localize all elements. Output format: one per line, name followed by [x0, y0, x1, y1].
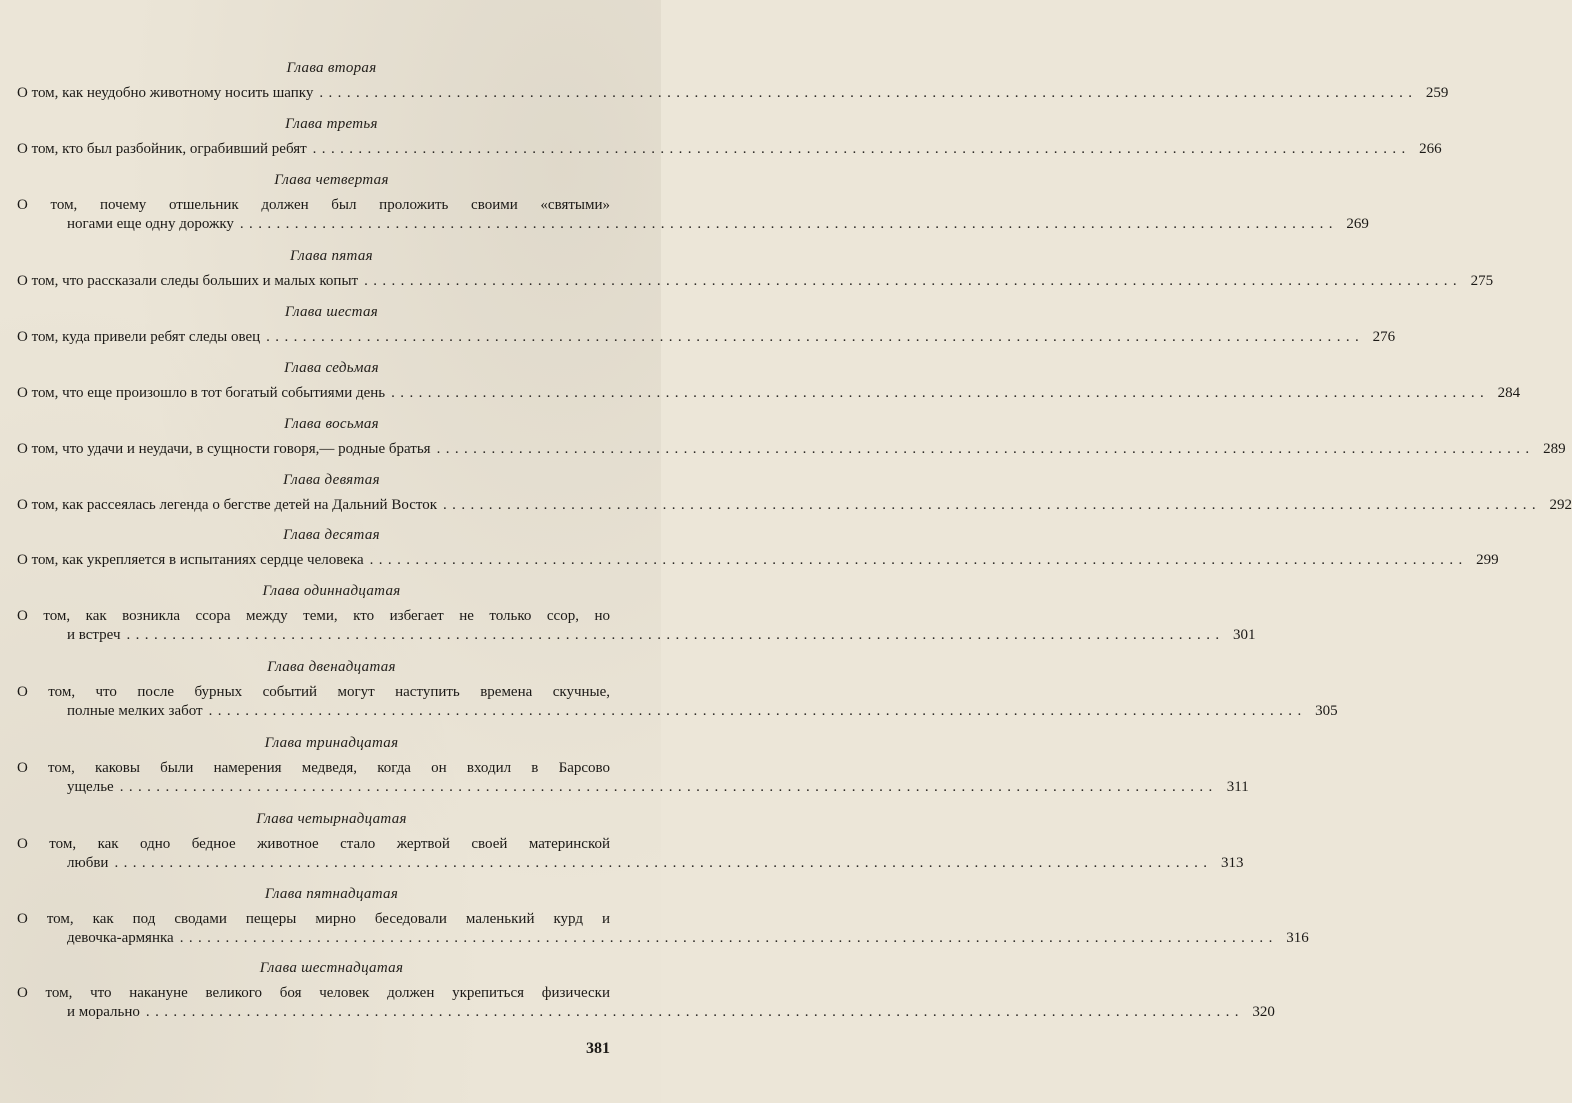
toc-chapter	[17, 884, 1309, 948]
entry-text: О том, как рассеялась легенда о бегстве детей на Дальний Восток	[17, 497, 438, 513]
entry-text: девочка-армянка	[67, 930, 174, 946]
chapter-heading: Глава тринадцатая	[264, 735, 399, 751]
dot-leader: ........................................................................................................................	[179, 930, 1278, 946]
entry-last-line	[17, 140, 1442, 159]
dot-leader: ........................................................................................................................	[391, 385, 1490, 401]
entry-text: О том, как одно бедное животное стало жертвой своей материнской	[17, 836, 610, 852]
entry-last-line	[17, 384, 1521, 403]
toc-entry	[17, 551, 1499, 570]
entry-text: ущелье	[67, 779, 114, 795]
entry-text: ногами еще одну дорожку	[67, 216, 234, 232]
entry-page-number: 311	[1226, 779, 1249, 795]
entry-line	[17, 683, 610, 702]
toc-entry	[17, 196, 1369, 234]
toc-entry	[17, 440, 1566, 459]
entry-text: О том, кто был разбойник, ограбивший ребят	[17, 141, 307, 157]
toc-chapter	[17, 470, 1572, 515]
toc-chapter	[17, 733, 1249, 797]
entry-text: О том, что после бурных событий могут наступить времена скучные,	[17, 684, 610, 700]
toc-entry	[17, 910, 1309, 948]
entry-page-number: 299	[1476, 552, 1499, 568]
entry-line	[17, 984, 610, 1003]
toc-entry	[17, 835, 1244, 873]
toc-entry	[17, 84, 1449, 103]
entry-text: любви	[67, 855, 109, 871]
entry-page-number: 259	[1425, 85, 1449, 101]
toc-chapter	[17, 657, 1338, 721]
entry-text: полные мелких забот	[67, 703, 203, 719]
dot-leader: ........................................................................................................................	[319, 85, 1418, 101]
entry-page-number: 316	[1286, 930, 1309, 946]
entry-text: О том, как под сводами пещеры мирно беседовали маленький курд и	[17, 911, 610, 927]
chapter-heading: Глава пятая	[290, 248, 373, 264]
toc-entry	[17, 328, 1396, 347]
toc-chapter	[17, 302, 1396, 347]
chapter-heading: Глава десятая	[283, 527, 380, 543]
table-of-contents	[17, 58, 1572, 1022]
toc-entry	[17, 683, 1338, 721]
dot-leader: ........................................................................................................................	[266, 329, 1365, 345]
dot-leader: ........................................................................................................................	[239, 216, 1338, 232]
entry-last-line	[17, 702, 1338, 721]
toc-chapter	[17, 58, 1449, 103]
toc-entry	[17, 759, 1249, 797]
chapter-heading: Глава пятнадцатая	[264, 886, 399, 902]
chapter-heading: Глава восьмая	[284, 416, 379, 432]
entry-text: и морально	[67, 1004, 140, 1020]
entry-last-line	[17, 215, 1369, 234]
page-number: 381	[586, 1040, 610, 1057]
entry-last-line	[17, 84, 1449, 103]
entry-page-number: 305	[1315, 703, 1338, 719]
entry-last-line	[17, 854, 1244, 873]
entry-text: О том, что накануне великого боя человек должен укрепиться физически	[17, 985, 610, 1001]
dot-leader: ........................................................................................................................	[443, 497, 1542, 513]
dot-leader: ........................................................................................................................	[436, 441, 1535, 457]
toc-chapter	[17, 809, 1244, 873]
entry-last-line	[17, 328, 1396, 347]
entry-page-number: 276	[1372, 329, 1396, 345]
dot-leader: ........................................................................................................................	[364, 273, 1463, 289]
entry-text: О том, каковы были намерения медведя, когда он входил в Барсово	[17, 760, 610, 776]
dot-leader: ........................................................................................................................	[126, 627, 1225, 643]
entry-text: О том, как неудобно животному носить шапку	[17, 85, 314, 101]
entry-page-number: 269	[1346, 216, 1369, 232]
entry-text: О том, как укрепляется в испытаниях сердце человека	[17, 552, 364, 568]
entry-page-number: 313	[1220, 855, 1244, 871]
chapter-heading: Глава третья	[285, 116, 378, 132]
entry-text: О том, куда привели ребят следы овец	[17, 329, 261, 345]
entry-last-line	[17, 496, 1572, 515]
toc-chapter	[17, 414, 1566, 459]
toc-chapter	[17, 358, 1521, 403]
dot-leader: ........................................................................................................................	[119, 779, 1218, 795]
toc-chapter	[17, 114, 1442, 159]
toc-chapter	[17, 525, 1499, 570]
entry-text: О том, как возникла ссора между теми, кто избегает не только ссор, но	[17, 608, 610, 624]
dot-leader: ........................................................................................................................	[114, 855, 1213, 871]
toc-chapter	[17, 581, 1256, 645]
entry-text: О том, что еще произошло в тот богатый событиями день	[17, 385, 386, 401]
entry-line	[17, 910, 610, 929]
toc-entry	[17, 140, 1442, 159]
toc-entry	[17, 272, 1494, 291]
entry-page-number: 292	[1549, 497, 1572, 513]
entry-line	[17, 759, 610, 778]
entry-last-line	[17, 778, 1249, 797]
chapter-heading: Глава двенадцатая	[267, 659, 396, 675]
chapter-heading: Глава вторая	[286, 60, 377, 76]
toc-entry	[17, 384, 1521, 403]
entry-page-number: 320	[1252, 1004, 1275, 1020]
chapter-heading: Глава шестнадцатая	[259, 960, 404, 976]
entry-line	[17, 196, 610, 215]
entry-line	[17, 835, 610, 854]
entry-last-line	[17, 440, 1566, 459]
entry-text: О том, что удачи и неудачи, в сущности говоря,— родные братья	[17, 441, 431, 457]
entry-last-line	[17, 626, 1256, 645]
toc-chapter	[17, 246, 1494, 291]
chapter-heading: Глава седьмая	[284, 360, 379, 376]
toc-entry	[17, 496, 1572, 515]
chapter-heading: Глава четвертая	[274, 172, 389, 188]
entry-page-number: 289	[1543, 441, 1566, 457]
dot-leader: ........................................................................................................................	[369, 552, 1468, 568]
entry-text: и встреч	[67, 627, 121, 643]
entry-page-number: 284	[1497, 385, 1521, 401]
entry-page-number: 301	[1233, 627, 1256, 643]
chapter-heading: Глава девятая	[283, 472, 380, 488]
chapter-heading: Глава четырнадцатая	[256, 811, 407, 827]
dot-leader: ........................................................................................................................	[145, 1004, 1244, 1020]
entry-page-number: 275	[1470, 273, 1494, 289]
chapter-heading: Глава шестая	[284, 304, 379, 320]
entry-page-number: 266	[1419, 141, 1442, 157]
entry-last-line	[17, 1003, 1275, 1022]
dot-leader: ........................................................................................................................	[208, 703, 1307, 719]
entry-last-line	[17, 551, 1499, 570]
toc-entry	[17, 984, 1275, 1022]
chapter-heading: Глава одиннадцатая	[262, 583, 401, 599]
toc-chapter	[17, 958, 1275, 1022]
toc-chapter	[17, 170, 1369, 234]
entry-line	[17, 607, 610, 626]
entry-last-line	[17, 272, 1494, 291]
entry-text: О том, почему отшельник должен был проложить своими «святыми»	[17, 197, 610, 213]
entry-text: О том, что рассказали следы больших и малых копыт	[17, 273, 359, 289]
toc-entry	[17, 607, 1256, 645]
dot-leader: ........................................................................................................................	[312, 141, 1411, 157]
entry-last-line	[17, 929, 1309, 948]
